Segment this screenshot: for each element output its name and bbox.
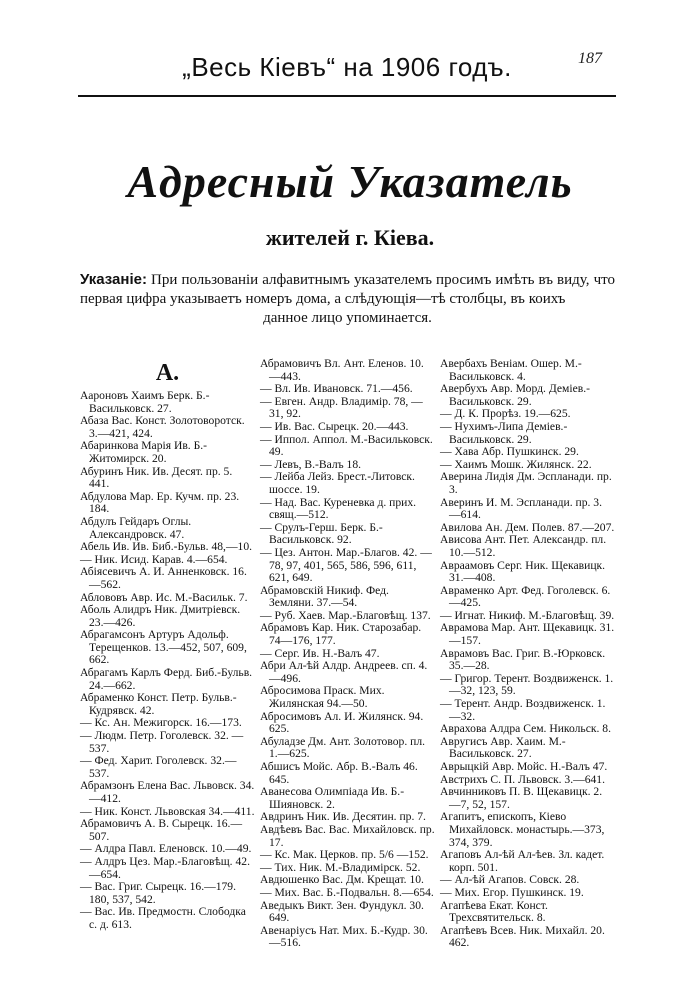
- index-entry: Авраменко Арт. Фед. Гоголевск. 6.—425.: [440, 583, 611, 610]
- index-entry: — Цез. Антон. Мар.-Благов. 42. —78, 97, 401, 565, 586, 596, 611, 621, 649.: [260, 545, 432, 585]
- index-entry: — Над. Вас. Куреневка д. прих. свящ.—512.: [260, 495, 417, 522]
- index-entry: Авраамовъ Серг. Ник. Щекавицк. 31.—408.: [440, 558, 606, 585]
- index-entry: Авчинниковъ П. В. Щекавицк. 2. —7, 52, 157.: [440, 785, 603, 811]
- note-last-line: данное лицо упоминается.: [263, 310, 432, 326]
- index-entry: — Руб. Хаев. Мар.-Благовѣщ. 137.: [260, 608, 431, 622]
- index-entry: Агапѣева Екат. Конст. Трехсвятительск. 8.: [440, 898, 548, 925]
- index-entry: — Вл. Ив. Ивановск. 71.—456.: [260, 382, 413, 396]
- index-entry: Абаринкова Марія Ив. Б.-Житомирск. 20.: [80, 439, 208, 465]
- index-entry: — Людм. Петр. Гоголевск. 32. —537.: [80, 729, 244, 755]
- index-entry: — Терент. Андр. Воздвиженск. 1.—32.: [440, 697, 606, 723]
- index-entry: — Алдръ Цез. Мар.-Благовѣщ. 42.—654.: [80, 854, 250, 881]
- index-entry: — Серг. Ив. Н.-Валъ 47.: [260, 646, 380, 660]
- index-column-1: [80, 358, 255, 932]
- index-column-3: [440, 358, 615, 950]
- index-entry: Абрамзонъ Елена Вас. Львовск. 34.—412.: [80, 779, 255, 805]
- index-entry: Абшисъ Мойс. Абр. В.-Валъ 46. 645.: [260, 760, 418, 786]
- index-entry: — Иппол. Аппол. М.-Васильковск. 49.: [260, 432, 433, 459]
- index-entry: Абрамовичъ А. В. Сырецк. 16.—507.: [80, 817, 243, 843]
- index-entry: — Левъ, В.-Валъ 18.: [260, 457, 362, 471]
- index-entry: — Лейба Лейз. Брест.-Литовск. шоссе. 19.: [260, 470, 415, 496]
- index-entry: Ависова Ант. Пет. Александр. пл. 10.—512.: [440, 533, 607, 559]
- index-entry: — Ив. Вас. Сырецк. 20.—443.: [260, 419, 409, 433]
- index-entry: — Вас. Григ. Сырецк. 16.—179. 180, 537, 542.: [80, 880, 237, 906]
- index-entry: Аврамовъ Вас. Григ. В.-Юрковск. 35.—28.: [440, 646, 606, 673]
- index-entry: Абрагамъ Карлъ Ферд. Биб.-Бульв. 24.—662.: [80, 666, 253, 692]
- index-entry: Авругисъ Авр. Хаим. М.-Васильковск. 27.: [440, 734, 566, 761]
- index-entry: Авдринъ Ник. Ив. Десятин. пр. 7.: [260, 810, 426, 824]
- index-entry: — Нухимъ-Липа Деміев.-Васильковск. 29.: [440, 419, 568, 446]
- index-entry: Авербухъ Авр. Морд. Деміев.-Васильковск. 29.: [440, 382, 590, 408]
- index-entry: — Мих. Вас. Б.-Подвальн. 8.—654.: [260, 885, 434, 899]
- note-text: При пользованіи алфавитнымъ указателемъ просимъ имѣть въ виду, что первая цифра указываетъ номеръ дома, а слѣдующія—тѣ столбцы, въ коихъ: [80, 272, 616, 307]
- index-entry: Аблововъ Авр. Ис. М.-Васильк. 7.: [80, 590, 248, 604]
- index-entry: Абрамовскій Никиф. Фед. Земляни. 37.—54.: [260, 583, 389, 610]
- index-entry: Абри Ал-ѣй Алдр. Андреев. сп. 4. —496.: [260, 659, 428, 685]
- index-entry: Абросимовъ Ал. И. Жилянск. 94. 625.: [260, 709, 424, 736]
- index-entry: Аванесова Олимпіада Ив. Б.-Шияновск. 2.: [260, 785, 405, 811]
- header-rule: [78, 95, 616, 97]
- index-entry: Агаповъ Ал-ѣй Ал-ѣев. Зл. кадет. корп. 501.: [440, 848, 605, 874]
- index-entry: Абраменко Конст. Петр. Бульв.-Кудрявск. 42.: [80, 691, 237, 717]
- index-entry: Авдѣевъ Вас. Вас. Михайловск. пр. 17.: [260, 822, 435, 849]
- index-entry: — Алдра Павл. Еленовск. 10.—49.: [80, 842, 252, 856]
- index-entry: — Вас. Ив. Предмостн. Слободка с. д. 613.: [80, 905, 246, 931]
- index-entry: Авилова Ан. Дем. Полев. 87.—207.: [440, 520, 615, 534]
- index-column-2: [260, 358, 435, 950]
- page-subtitle: жителей г. Кіева.: [265, 225, 435, 250]
- index-entry: — Кс. Мак. Церков. пр. 5/6 —152.: [260, 848, 429, 862]
- index-entry: Абуладзе Дм. Ант. Золотовор. пл. 1.—625.: [260, 734, 425, 761]
- page-title: Адресный Указатель: [127, 156, 573, 207]
- index-entry: — Игнат. Никиф. М.-Благовѣщ. 39.: [440, 608, 615, 622]
- index-entry: — Ник. Исид. Карав. 4.—654.: [80, 552, 228, 566]
- instruction-note: [80, 270, 615, 328]
- note-label: Указаніе:: [80, 271, 147, 288]
- index-entry: Аароновъ Хаимъ Берк. Б.-Васильковск. 27.: [80, 389, 210, 415]
- index-entry: Абуринъ Ник. Ив. Десят. пр. 5. 441.: [80, 464, 233, 491]
- index-entry: Аверина Лидія Дм. Эспланади. пр. 3.: [440, 470, 612, 496]
- index-entry: Абрагамсонъ Артуръ Адольф. Терещенков. 13.—452, 507, 609, 662.: [80, 628, 247, 667]
- index-entry: — Д. К. Прорѣз. 19.—625.: [440, 407, 571, 421]
- index-entry: Аведыкъ Викт. Зен. Фундукл. 30. 649.: [260, 898, 424, 925]
- index-entry: Авербахъ Веніам. Ошер. М.-Васильковск. 4.: [440, 357, 582, 383]
- index-entry: Аврахова Алдра Сем. Никольск. 8.: [440, 722, 611, 736]
- index-entry: — Хава Абр. Пушкинск. 29.: [440, 445, 579, 459]
- index-entry: Аверинъ И. М. Эспланади. пр. 3. —614.: [440, 495, 602, 522]
- index-entry: Аврыцкій Авр. Мойс. Н.-Валъ 47.: [440, 760, 608, 773]
- index-entry: Абдулъ Гейдаръ Оглы. Александровск. 47.: [80, 514, 192, 541]
- index-entry: — Кс. Ан. Межигорск. 16.—173.: [80, 716, 242, 730]
- index-entry: Абель Ив. Ив. Биб.-Бульв. 48,—10.: [80, 540, 253, 554]
- index-entry: Абрамовичъ Вл. Ант. Еленов. 10. —443.: [260, 357, 424, 383]
- running-header: „Весь Кіевъ“ на 1906 годъ.: [182, 52, 512, 82]
- index-entry: Аврамова Мар. Ант. Щекавицк. 31.—157.: [440, 621, 615, 648]
- index-entry: Абаза Вас. Конст. Золотоворотск. 3.—421, 424.: [80, 414, 245, 440]
- page-number: 187: [578, 50, 602, 67]
- index-entry: Австрихъ С. П. Львовск. 3.—641.: [440, 772, 605, 786]
- index-entry: Агапѣевъ Всев. Ник. Михайл. 20. 462.: [440, 923, 605, 950]
- index-entry: — Фед. Харит. Гоголевск. 32.—537.: [80, 754, 237, 780]
- index-entry: — Евген. Андр. Владимір. 78, —31, 92.: [260, 394, 423, 421]
- index-entry: Абіясевичъ А. И. Анненковск. 16. —562.: [80, 565, 247, 591]
- index-entry: Абросимова Праск. Мих. Жилянская 94.—50.: [260, 684, 385, 711]
- index-entry: — Ник. Конст. Львовская 34.—411.: [80, 804, 255, 818]
- index-entry: Аболь Алидръ Ник. Дмитріевск. 23.—426.: [80, 603, 241, 629]
- index-entry: Абдулова Мар. Ер. Кучм. пр. 23. 184.: [80, 489, 240, 516]
- index-entry: Абрамовъ Кар. Ник. Старозабар. 74—176, 177.: [260, 621, 422, 648]
- index-entry: — Ал-ѣй Агапов. Совск. 28.: [440, 873, 580, 887]
- index-entry: — Хаимъ Мошк. Жилянск. 22.: [440, 457, 592, 471]
- index-entry: — Срулъ-Герш. Берк. Б.-Васильковск. 92.: [260, 520, 383, 547]
- index-entry: Агапитъ, епископъ, Кіево Михайловск. монастырь.—373, 374, 379.: [440, 810, 605, 849]
- index-entry: — Григор. Терент. Воздвиженск. 1.—32, 123, 59.: [440, 671, 614, 698]
- index-entry: — Тих. Ник. М.-Владимірск. 52.: [260, 860, 421, 874]
- section-letter: А.: [155, 360, 180, 386]
- index-entry: Авдюшенко Вас. Дм. Крещат. 10.: [260, 873, 424, 887]
- index-entry: Авенаріусъ Нат. Мих. Б.-Кудр. 30.—516.: [260, 923, 428, 950]
- index-entry: — Мих. Егор. Пушкинск. 19.: [440, 885, 584, 899]
